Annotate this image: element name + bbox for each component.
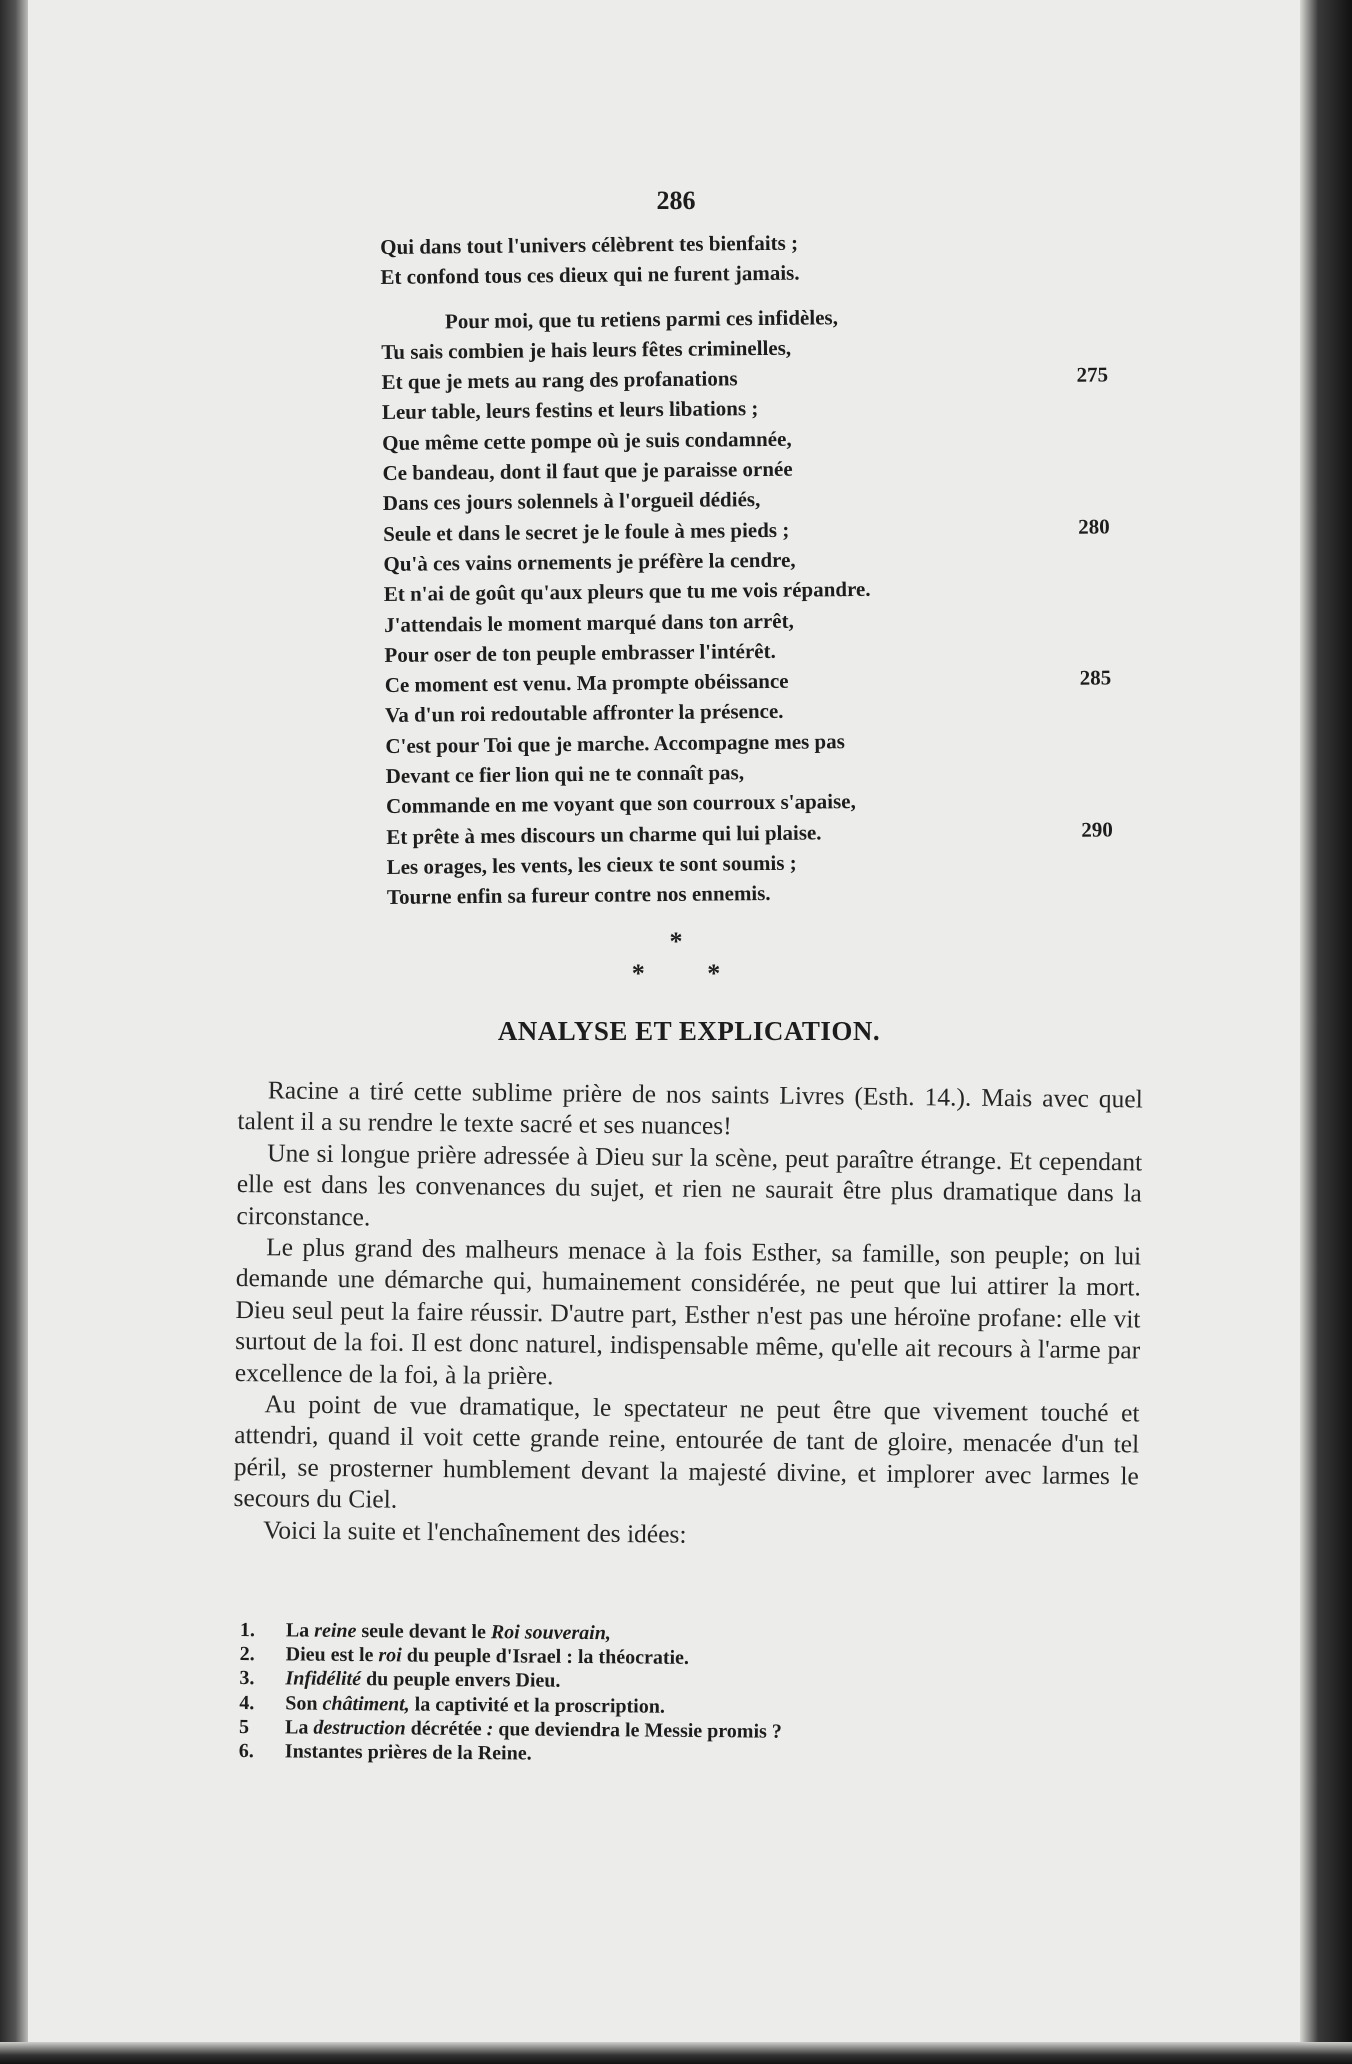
idea-fragment: Instantes prières de la Reine.: [284, 1740, 532, 1765]
poem-stanza: [380, 224, 1101, 292]
idea-text: [285, 1739, 532, 1765]
idea-emphasis: Roi souverain,: [490, 1621, 612, 1645]
verse-text: Devant ce fier lion qui ne te connaît pas,: [385, 760, 745, 789]
section-title: ANALYSE ET EXPLICATION.: [497, 1016, 881, 1046]
verse-text: Pour oser de ton peuple embrasser l'intérêt.: [384, 638, 776, 667]
verse-number: 285: [1079, 665, 1112, 690]
idea-number: 3.: [239, 1667, 255, 1690]
verse-text: Les orages, les vents, les cieux te sont soumis ;: [386, 850, 797, 879]
idea-fragment: La: [284, 1716, 314, 1739]
idea-number: 5: [238, 1715, 250, 1738]
verse-text: Leur table, leurs festins et leurs libations ;: [381, 396, 759, 425]
analysis-paragraph: Voici la suite et l'enchaînement des idées:: [263, 1514, 687, 1549]
verse-text: Commande en me voyant que son courroux s'apaise,: [385, 789, 856, 819]
verse-text: Tu sais combien je hais leurs fêtes criminelles,: [381, 335, 792, 364]
idea-fragment: Dieu est le: [285, 1643, 379, 1667]
idea-number: 4.: [239, 1691, 255, 1714]
idea-emphasis: roi: [378, 1644, 402, 1667]
idea-fragment: La: [285, 1619, 315, 1642]
verse-text: Va d'un roi redoutable affronter la présence.: [384, 699, 784, 728]
idea-fragment: Son: [285, 1692, 323, 1715]
separator-bottom-stars: * *: [631, 959, 749, 988]
analysis-paragraph: Le plus grand des malheurs menace à la fois Esther, sa famille, son peuple; on lui demande une démarche qui, humainement considérée, ne peut que lui attirer la mort. Dieu seul peut la faire réussir. D'autre part, Esther n'est pas une héroïne profane: elle vit surtout de la foi. Il est donc naturel, indispensable même, qu'elle ait recours à l'arme par excellence de la foi, à la prière.: [234, 1232, 1142, 1390]
verse-text: J'attendais le moment marqué dans ton arrêt,: [383, 608, 794, 637]
verse-text: Pour moi, que tu retiens parmi ces infidèles,: [444, 304, 838, 333]
idea-text: [286, 1643, 690, 1671]
verse-text: Et confond tous ces dieux qui ne furent jamais.: [380, 260, 800, 290]
verse-number: 280: [1077, 514, 1110, 539]
ideas-list: [239, 1618, 1000, 1770]
verse-text: C'est pour Toi que je marche. Accompagne mes pas: [385, 728, 845, 758]
idea-fragment: seule devant le: [356, 1620, 491, 1644]
verse-text: Et n'ai de goût qu'aux pleurs que tu me vois répandre.: [383, 577, 871, 607]
verse-text: Qui dans tout l'univers célèbrent tes bienfaits ;: [380, 230, 799, 259]
idea-emphasis: châtiment,: [322, 1692, 410, 1716]
idea-fragment: la captivité et la proscription.: [409, 1693, 665, 1718]
idea-emphasis: reine: [314, 1619, 357, 1643]
analysis-paragraph: Racine a tiré cette sublime prière de nos saints Livres (Esth. 14.). Mais avec quel talent il a su rendre le texte sacré et ses nuances!: [237, 1075, 1143, 1141]
idea-number: 2.: [239, 1643, 255, 1666]
verse-text: Ce bandeau, dont il faut que je paraisse ornée: [382, 456, 793, 486]
idea-emphasis: :: [486, 1717, 494, 1741]
analysis-paragraph: Une si longue prière adressée à Dieu sur la scène, peut paraître étrange. Et cependant elle est dans les convenances du sujet, et rien ne saurait être plus dramatique dans la circonstance.: [236, 1138, 1143, 1232]
verse-text: Seule et dans le secret je le foule à mes pieds ;: [383, 517, 790, 546]
poem-stanza: [381, 299, 1113, 912]
scan-bottom-edge: [0, 2042, 1352, 2064]
idea-fragment: du peuple envers Dieu.: [360, 1668, 561, 1693]
verse-text: Ce moment est venu. Ma prompte obéissance: [384, 668, 789, 698]
analysis-paragraph: Au point de vue dramatique, le spectateur ne peut être que vivement touché et attendri, quand il voit cette grande reine, entourée de tant de gloire, menacée d'un tel péril, se prosterner humblement devant la majesté divine, et implorer avec larmes le secours du Ciel.: [233, 1389, 1140, 1514]
idea-fragment: décrétée: [405, 1717, 487, 1740]
verse-number: 290: [1081, 817, 1113, 842]
idea-text: [285, 1667, 560, 1694]
poem-verses: [380, 224, 1113, 912]
page-number: 286: [656, 186, 696, 215]
idea-text: [285, 1691, 665, 1719]
separator-top-star: *: [669, 927, 683, 956]
verse-line: [380, 255, 1100, 293]
idea-emphasis: Infidélité: [285, 1667, 362, 1691]
verse-text: Dans ces jours solennels à l'orgueil dédiés,: [382, 487, 761, 516]
idea-number: 6.: [238, 1740, 254, 1763]
verse-text: Et que je mets au rang des profanations: [381, 366, 738, 395]
idea-text: [286, 1618, 611, 1645]
verse-text: Tourne enfin sa fureur contre nos ennemis.: [386, 881, 771, 910]
idea-fragment: du peuple d'Israel : la théocratie.: [401, 1644, 690, 1670]
verse-text: Et prête à mes discours un charme qui lui plaise.: [386, 820, 822, 849]
verse-text: Que même cette pompe où je suis condamnée,: [382, 426, 792, 455]
verse-number: 275: [1076, 362, 1109, 387]
verse-text: Qu'à ces vains ornements je préfère la cendre,: [383, 547, 796, 576]
idea-number: 1.: [239, 1619, 255, 1642]
idea-fragment: que deviendra le Messie promis ?: [493, 1718, 782, 1743]
idea-emphasis: destruction: [313, 1716, 406, 1740]
analysis-text: [233, 1074, 1143, 1555]
section-separator: [0, 926, 1352, 990]
